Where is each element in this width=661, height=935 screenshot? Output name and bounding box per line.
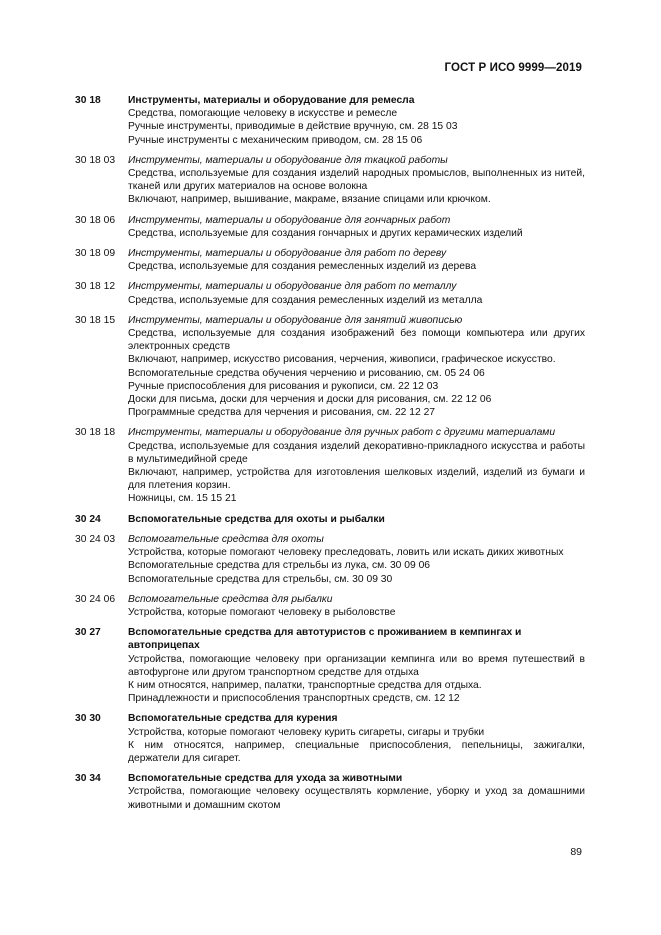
classification-entry — [75, 94, 585, 147]
entry-description-line: Принадлежности и приспособления транспортных средств, см. 12 12 — [128, 693, 460, 705]
entry-title: Инструменты, материалы и оборудование для ручных работ с другими материалами — [128, 427, 556, 439]
classification-list — [75, 94, 585, 819]
entry-description-line: Ручные инструменты, приводимые в действие вручную, см. 28 15 03 — [128, 121, 458, 133]
entry-title: Инструменты, материалы и оборудование для работ по дереву — [128, 248, 447, 260]
entry-body — [128, 712, 585, 765]
document-header: ГОСТ Р ИСО 9999—2019 — [444, 62, 582, 74]
entry-title: Вспомогательные средства для ухода за животными — [128, 773, 403, 785]
entry-code: 30 34 — [75, 773, 101, 785]
classification-entry — [75, 247, 585, 273]
page-number: 89 — [570, 846, 582, 858]
classification-entry — [75, 533, 585, 586]
entry-description-line: Программные средства для черчения и рисования, см. 22 12 27 — [128, 407, 436, 419]
entry-description-line: Устройства, помогающие человеку осуществлять кормление, уборку и уход за домашними животными и домашним скотом — [128, 786, 585, 811]
entry-body — [128, 247, 585, 273]
entry-body — [128, 593, 585, 619]
classification-entry — [75, 280, 585, 306]
entry-description-line: Средства, используемые для создания ремесленных изделий из металла — [128, 294, 483, 306]
entry-description-line: Устройства, которые помогают человеку преследовать, ловить или искать диких животных — [128, 547, 564, 559]
entry-title: Инструменты, материалы и оборудование для ткацкой работы — [128, 154, 448, 166]
entry-title: Вспомогательные средства для автотуристов с проживанием в кемпингах и автоприцепах — [128, 627, 522, 652]
entry-body — [128, 533, 585, 586]
entry-description-line: Включают, например, искусство рисования, черчения, живописи, графическое искусство. — [128, 354, 556, 366]
entry-code: 30 18 03 — [75, 154, 116, 166]
entry-body — [128, 513, 585, 526]
entry-code: 30 24 — [75, 513, 101, 525]
entry-description-line: Средства, помогающие человеку в искусстве и ремесле — [128, 108, 398, 120]
entry-code: 30 27 — [75, 627, 101, 639]
entry-code: 30 18 15 — [75, 314, 116, 326]
entry-description-line: Средства, используемые для создания изделий народных промыслов, выполненных из нитей, тканей или других материалов на основе волокна — [128, 168, 585, 193]
entry-description-line: Средства, используемые для создания ремесленных изделий из дерева — [128, 261, 477, 273]
entry-body — [128, 626, 585, 705]
entry-title: Вспомогательные средства для рыбалки — [128, 593, 333, 605]
entry-description-line: Средства, используемые для создания изображений без помощи компьютера или других электронных средств — [128, 328, 585, 353]
entry-description-line: Ручные инструменты с механическим приводом, см. 28 15 06 — [128, 134, 423, 146]
entry-description-line: Включают, например, устройства для изготовления шелковых изделий, изделий из бумаги и для плетения корзин. — [128, 467, 585, 492]
entry-body — [128, 94, 585, 147]
entry-body — [128, 426, 585, 505]
classification-entry — [75, 712, 585, 765]
entry-description-line: Устройства, которые помогают человеку курить сигареты, сигары и трубки — [128, 726, 485, 738]
entry-title: Инструменты, материалы и оборудование для работ по металлу — [128, 281, 457, 293]
entry-body — [128, 280, 585, 306]
entry-description-line: Средства, используемые для создания гончарных и других керамических изделий — [128, 227, 523, 239]
entry-description-line: К ним относятся, например, специальные приспособления, пепельницы, зажигалки, держатели для сигарет. — [128, 739, 585, 764]
entry-description-line: Устройства, которые помогают человеку в рыболовстве — [128, 606, 396, 618]
entry-code: 30 18 18 — [75, 427, 116, 439]
entry-description-line: Доски для письма, доски для черчения и доски для рисования, см. 22 12 06 — [128, 394, 492, 406]
entry-description-line: Вспомогательные средства для стрельбы из лука, см. 30 09 06 — [128, 560, 431, 572]
entry-code: 30 18 — [75, 95, 101, 106]
entry-code: 30 18 06 — [75, 214, 116, 226]
entry-code: 30 18 12 — [75, 281, 116, 293]
entry-title: Вспомогательные средства для охоты — [128, 533, 324, 545]
entry-description-line: Ножницы, см. 15 15 21 — [128, 493, 237, 505]
entry-title: Вспомогательные средства для курения — [128, 713, 338, 725]
classification-entry — [75, 626, 585, 705]
entry-description-line: Средства, используемые для создания изделий декоративно-прикладного искусства и работы в мультимедийной среде — [128, 440, 585, 465]
entry-body — [128, 154, 585, 207]
entry-description-line: Ручные приспособления для рисования и рукописи, см. 22 12 03 — [128, 380, 439, 392]
entry-body — [128, 314, 585, 420]
entry-body — [128, 214, 585, 240]
entry-code: 30 18 09 — [75, 248, 116, 260]
classification-entry — [75, 593, 585, 619]
classification-entry — [75, 314, 585, 420]
entry-code: 30 30 — [75, 713, 101, 725]
entry-title: Инструменты, материалы и оборудование для занятий живописью — [128, 314, 463, 326]
classification-entry — [75, 513, 585, 526]
entry-description-line: Вспомогательные средства для стрельбы, см. 30 09 30 — [128, 573, 393, 585]
classification-entry — [75, 154, 585, 207]
entry-code: 30 24 03 — [75, 533, 116, 545]
entry-description-line: К ним относятся, например, палатки, транспортные средства для отдыха. — [128, 679, 482, 691]
entry-description-line: Включают, например, вышивание, макраме, вязание спицами или крючком. — [128, 194, 491, 206]
entry-body — [128, 772, 585, 812]
entry-title: Инструменты, материалы и оборудование для ремесла — [128, 95, 415, 106]
entry-title: Вспомогательные средства для охоты и рыбалки — [128, 513, 385, 525]
classification-entry — [75, 214, 585, 240]
entry-description-line: Устройства, помогающие человеку при организации кемпинга или во время путешествий в автофургоне или другом транспортном средстве для отдыха — [128, 653, 585, 678]
entry-description-line: Вспомогательные средства обучения черчению и рисованию, см. 05 24 06 — [128, 367, 485, 379]
classification-entry — [75, 772, 585, 812]
entry-title: Инструменты, материалы и оборудование для гончарных работ — [128, 214, 451, 226]
entry-code: 30 24 06 — [75, 593, 116, 605]
classification-entry — [75, 426, 585, 505]
